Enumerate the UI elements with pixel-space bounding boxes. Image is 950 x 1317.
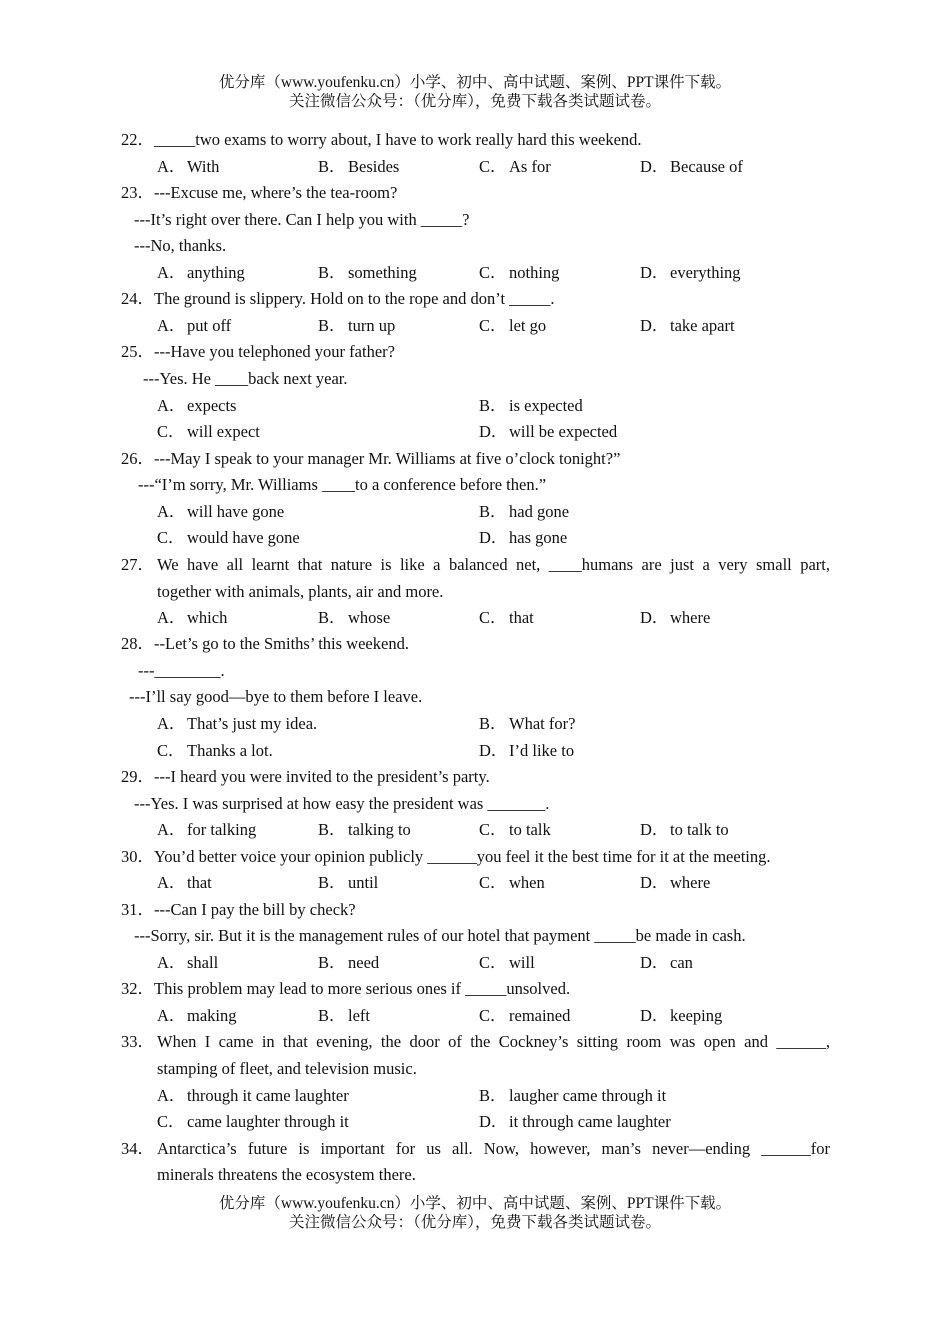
question-stem: --Let’s go to the Smiths’ this weekend. — [154, 634, 409, 653]
question-27-number: 27． — [121, 555, 154, 574]
option-a: A．shall — [157, 953, 219, 972]
page-footer — [0, 1194, 950, 1232]
option-a: A．that — [157, 873, 212, 892]
option-d: D．where — [640, 608, 711, 627]
option-c: C． remained — [479, 1006, 571, 1025]
question-stem: ---Can I pay the bill by check? — [154, 900, 356, 919]
option-b: B． had gone — [479, 502, 570, 521]
option-b: B． something — [318, 263, 417, 282]
question-stem: You’d better voice your opinion publicly ______you feel it the best time for it at the meeting. — [154, 847, 771, 866]
question-stem-continued: minerals threatens the ecosystem there. — [157, 1165, 416, 1184]
option-c: C． would have gone — [157, 528, 300, 547]
option-b: B． Besides — [318, 157, 400, 176]
option-b: B． talking to — [318, 820, 411, 839]
question-stem: ---Excuse me, where’s the tea-room? — [154, 183, 398, 202]
option-b: B． whose — [318, 608, 391, 627]
question-stem: ---May I speak to your manager Mr. Williams at five o’clock tonight?” — [154, 449, 621, 468]
question-stem: ---I heard you were invited to the president’s party. — [154, 767, 490, 786]
option-a: A．for talking — [157, 820, 257, 839]
option-d: D．will be expected — [479, 422, 618, 441]
option-c: C． will expect — [157, 422, 260, 441]
question-29: 29．---I heard you were invited to the president’s party. — [121, 767, 490, 786]
option-c: C． As for — [479, 157, 551, 176]
dialogue-line: ---Sorry, sir. But it is the management rules of our hotel that payment _____be made in cash. — [134, 926, 746, 945]
option-b: B． turn up — [318, 316, 396, 335]
header-line-2: 关注微信公众号：（优分库），免费下载各类试题试卷。 — [288, 93, 661, 110]
option-c: C． to talk — [479, 820, 551, 839]
question-33-number: 33． — [121, 1032, 154, 1051]
option-a: A．anything — [157, 263, 245, 282]
question-31: 31．---Can I pay the bill by check? — [121, 900, 356, 919]
option-d: D．Because of — [640, 157, 743, 176]
dialogue-line: ---Yes. He ____back next year. — [143, 369, 348, 388]
option-c: C． nothing — [479, 263, 560, 282]
header-line-1: 优分库（www.youfenku.cn）小学、初中、高中试题、案例、PPT课件下载。 — [218, 74, 732, 91]
question-23: 23．---Excuse me, where’s the tea-room? — [121, 183, 398, 202]
dialogue-line: ---No, thanks. — [134, 236, 227, 255]
option-d: D．it through came laughter — [479, 1112, 671, 1131]
option-d: D．everything — [640, 263, 741, 282]
question-34-number: 34． — [121, 1139, 154, 1158]
option-c: C． Thanks a lot. — [157, 741, 273, 760]
dialogue-line: ---I’ll say good—bye to them before I leave. — [129, 687, 423, 706]
option-d: D．to talk to — [640, 820, 729, 839]
question-26: 26．---May I speak to your manager Mr. Williams at five o’clock tonight?” — [121, 449, 621, 468]
option-a: A．That’s just my idea. — [157, 714, 318, 733]
dialogue-line: ---“I’m sorry, Mr. Williams ____to a conference before then.” — [138, 475, 547, 494]
option-b: B． until — [318, 873, 379, 892]
option-a: A．expects — [157, 396, 237, 415]
question-stem: This problem may lead to more serious ones if _____unsolved. — [154, 979, 571, 998]
footer-line-2: 关注微信公众号：（优分库），免费下载各类试题试卷。 — [288, 1214, 661, 1231]
option-b: B． laugher came through it — [479, 1086, 667, 1105]
option-a: A．will have gone — [157, 502, 285, 521]
option-a: A．put off — [157, 316, 232, 335]
option-d: D．has gone — [479, 528, 568, 547]
question-32: 32．This problem may lead to more serious ones if _____unsolved. — [121, 979, 571, 998]
question-stem: The ground is slippery. Hold on to the rope and don’t _____. — [154, 289, 555, 308]
question-stem: Antarctica’s future is important for us all. Now, however, man’s never—ending ______for — [157, 1139, 830, 1158]
question-stem: We have all learnt that nature is like a balanced net, ____humans are just a very small part, — [157, 555, 830, 574]
dialogue-line: ---________. — [138, 661, 225, 680]
option-c: C． will — [479, 953, 535, 972]
option-d: D．take apart — [640, 316, 735, 335]
option-d: D．keeping — [640, 1006, 723, 1025]
option-d: D．where — [640, 873, 711, 892]
option-d: D．can — [640, 953, 693, 972]
option-b: B． left — [318, 1006, 370, 1025]
option-a: A．which — [157, 608, 228, 627]
option-a: A．through it came laughter — [157, 1086, 349, 1105]
question-22: 22．_____two exams to worry about, I have to work really hard this weekend. — [121, 130, 642, 149]
option-c: C． let go — [479, 316, 547, 335]
page-header — [0, 73, 950, 111]
question-24: 24．The ground is slippery. Hold on to the rope and don’t _____. — [121, 289, 555, 308]
footer-line-1: 优分库（www.youfenku.cn）小学、初中、高中试题、案例、PPT课件下载。 — [218, 1195, 732, 1212]
question-30: 30．You’d better voice your opinion publicly ______you feel it the best time for it at the meeting. — [121, 847, 771, 866]
dialogue-line: ---Yes. I was surprised at how easy the president was _______. — [134, 794, 550, 813]
option-b: B． is expected — [479, 396, 583, 415]
question-stem: ---Have you telephoned your father? — [154, 342, 395, 361]
option-b: B． What for? — [479, 714, 576, 733]
option-a: A．making — [157, 1006, 237, 1025]
option-a: A．With — [157, 157, 220, 176]
question-25: 25．---Have you telephoned your father? — [121, 342, 395, 361]
dialogue-line: ---It’s right over there. Can I help you with _____? — [134, 210, 470, 229]
question-stem-continued: stamping of fleet, and television music. — [157, 1059, 417, 1078]
question-stem-continued: together with animals, plants, air and more. — [157, 582, 444, 601]
question-28: 28．--Let’s go to the Smiths’ this weekend. — [121, 634, 409, 653]
option-c: C． came laughter through it — [157, 1112, 349, 1131]
option-c: C． when — [479, 873, 545, 892]
question-stem: When I came in that evening, the door of the Cockney’s sitting room was open and ______, — [157, 1032, 830, 1051]
question-stem: _____two exams to worry about, I have to work really hard this weekend. — [154, 130, 642, 149]
option-c: C． that — [479, 608, 534, 627]
option-d: D．I’d like to — [479, 741, 575, 760]
option-b: B． need — [318, 953, 380, 972]
